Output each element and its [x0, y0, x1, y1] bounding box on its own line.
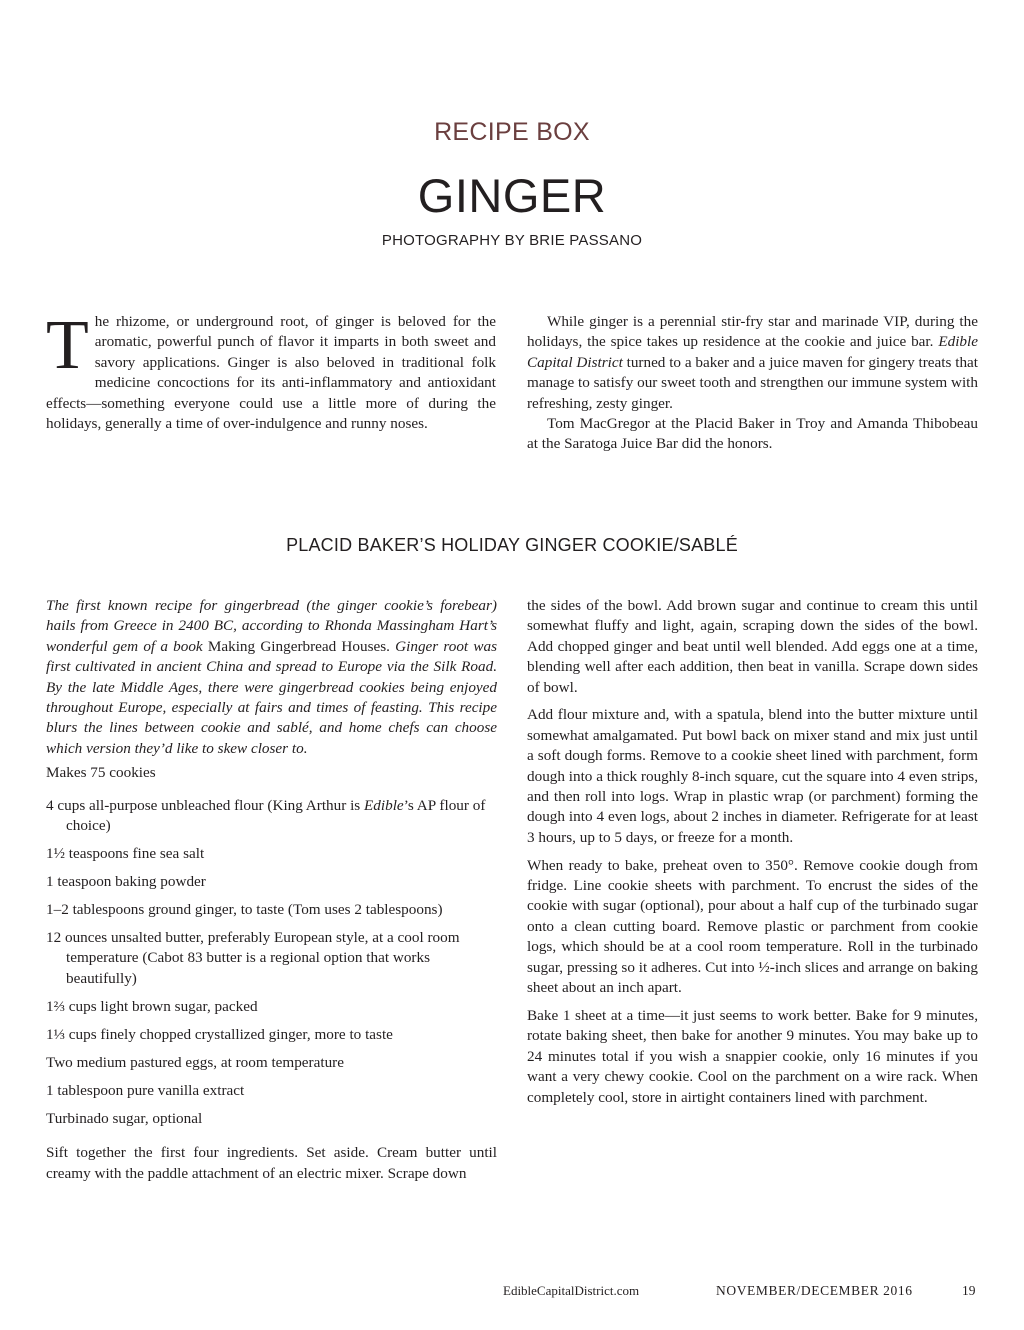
ingredient-item: 1 teaspoon baking powder: [46, 873, 206, 891]
ingredient-item: Turbinado sugar, optional: [46, 1109, 203, 1127]
intro-right-text-a: While ginger is a perennial stir-fry star and marinade VIP, during the holidays, the spice takes up residence at the cookie and juice bar.: [527, 313, 978, 351]
intro-left-text: he rhizome, or underground root, of ginger is beloved for the aromatic, powerful punch of flavor it imparts in both sweet and savory applications. Ginger is also beloved in traditional folk medicine concoctions for its anti-inflammatory and antioxidant effects—something everyone could use a little more of during the holidays, generally a time of over-indulgence and runny noses.: [46, 313, 496, 433]
ingredient-text-a: 4 cups all-purpose unbleached flour (King Arthur is: [46, 796, 365, 814]
drop-cap: T: [46, 307, 89, 384]
intro-left-column: [46, 307, 496, 434]
method-paragraph: the sides of the bowl. Add brown sugar and continue to cream this until somewhat fluffy and light, again, scraping down the sides of the bowl. Add chopped ginger and beat until well blended. Add eggs one at a time, blending well after each addition, then beat in vanilla. Scrape down sides of bowl.: [527, 597, 978, 696]
recipe-left-column: [46, 596, 497, 1184]
ingredient-italic: Edible: [364, 796, 404, 814]
recipe-title: PLACID BAKER’S HOLIDAY GINGER COOKIE/SABLÉ: [286, 535, 738, 555]
ingredient-list: [46, 796, 497, 1130]
ingredient-item: 1½ teaspoons fine sea salt: [46, 845, 205, 863]
recipe-intro-text-a: The first known recipe for gingerbread (the ginger cookie’s forebear) hails from Greece in 2400 BC, according to Rhonda Massingham Hart’s wonderful gem of a book: [46, 597, 497, 655]
ingredient-text-b: ’s AP flour of choice): [66, 796, 486, 835]
method-paragraph: When ready to bake, preheat oven to 350°. Remove cookie dough from fridge. Line cookie sheets with parchment. To encrust the sides of the cookie with sugar (optional), pour about a half cup of the turbinado sugar onto a clean cutting board. Remove plastic or parchment from cookie logs, which should be at a cool room temperature. Roll in the turbinado sugar, pressing so it adheres. Cut into ½-inch slices and arrange on baking sheet about an inch apart.: [527, 856, 978, 997]
intro-paragraph: [46, 307, 496, 434]
recipe-yield: Makes 75 cookies: [46, 764, 156, 782]
book-title: Making Gingerbread Houses.: [207, 637, 390, 655]
page-title: GINGER: [417, 169, 607, 222]
ingredient-item: 1–2 tablespoons ground ginger, to taste (Tom uses 2 tablespoons): [46, 901, 443, 919]
ingredient-item: 1 tablespoon pure vanilla extract: [46, 1081, 245, 1099]
section-kicker: RECIPE BOX: [434, 118, 590, 146]
publication-name: Edible Capital District: [527, 333, 978, 371]
method-start: Sift together the first four ingredients. Set aside. Cream butter until creamy with the paddle attachment of an electric mixer. Scrape down: [46, 1144, 497, 1182]
ingredient-item: Two medium pastured eggs, at room temperature: [46, 1053, 344, 1071]
intro-right-paragraph-1: [527, 312, 978, 414]
method-paragraph: Add flour mixture and, with a spatula, blend into the butter mixture until somewhat amalgamated. Put bowl back on mixer stand and mix just until a soft dough forms. Remove to a cookie sheet lined with parchment, form dough into a thick roughly 8-inch square, cut the square into 4 even strips, and then roll into logs. Wrap in plastic wrap (or parchment) forming the dough into 4 even logs, about 2 inches in diameter. Refrigerate for at least 3 hours, up to 5 days, or freeze for a month.: [527, 706, 978, 846]
intro-right-column: [527, 312, 978, 455]
ingredient-item: [46, 796, 497, 837]
ingredient-item: 1⅔ cups light brown sugar, packed: [46, 997, 258, 1015]
footer-website: EdibleCapitalDistrict.com: [503, 1283, 640, 1298]
ingredient-item: 1⅓ cups finely chopped crystallized ginger, more to taste: [46, 1025, 393, 1043]
intro-right-paragraph-2: Tom MacGregor at the Placid Baker in Troy and Amanda Thibobeau at the Saratoga Juice Bar did the honors.: [527, 415, 978, 453]
photo-credit: PHOTOGRAPHY BY BRIE PASSANO: [381, 232, 643, 249]
recipe-intro: [46, 596, 497, 759]
intro-right-text-b: turned to a baker and a juice maven for gingery treats that manage to satisfy our sweet tooth and strengthen our immune system with refreshing, zesty ginger.: [527, 353, 979, 412]
recipe-right-column: [527, 596, 978, 1115]
method-paragraph: Bake 1 sheet at a time—it just seems to work better. Bake for 9 minutes, rotate baking sheet, then bake for another 9 minutes. You may bake up to 24 minutes total if you wish a snappier cookie, only 16 minutes if you want a very chewy cookie. Cool on the parchment on a wire rack. When completely cool, store in airtight containers lined with parchment.: [527, 1006, 978, 1106]
recipe-intro-text-b: Ginger root was first cultivated in ancient China and spread to Europe via the Silk Road. By the late Middle Ages, there were gingerbread cookies being enjoyed throughout Europe, especially at fairs and times of feasting. This recipe blurs the lines between cookie and sablé, and home chefs can choose which version they’d like to skew closer to.: [46, 637, 497, 757]
footer-issue: NOVEMBER/DECEMBER 2016: [716, 1283, 913, 1298]
page-number: 19: [962, 1283, 976, 1298]
ingredient-item: 12 ounces unsalted butter, preferably European style, at a cool room temperature (Cabot 83 butter is a regional option that works beautifully): [46, 929, 460, 987]
